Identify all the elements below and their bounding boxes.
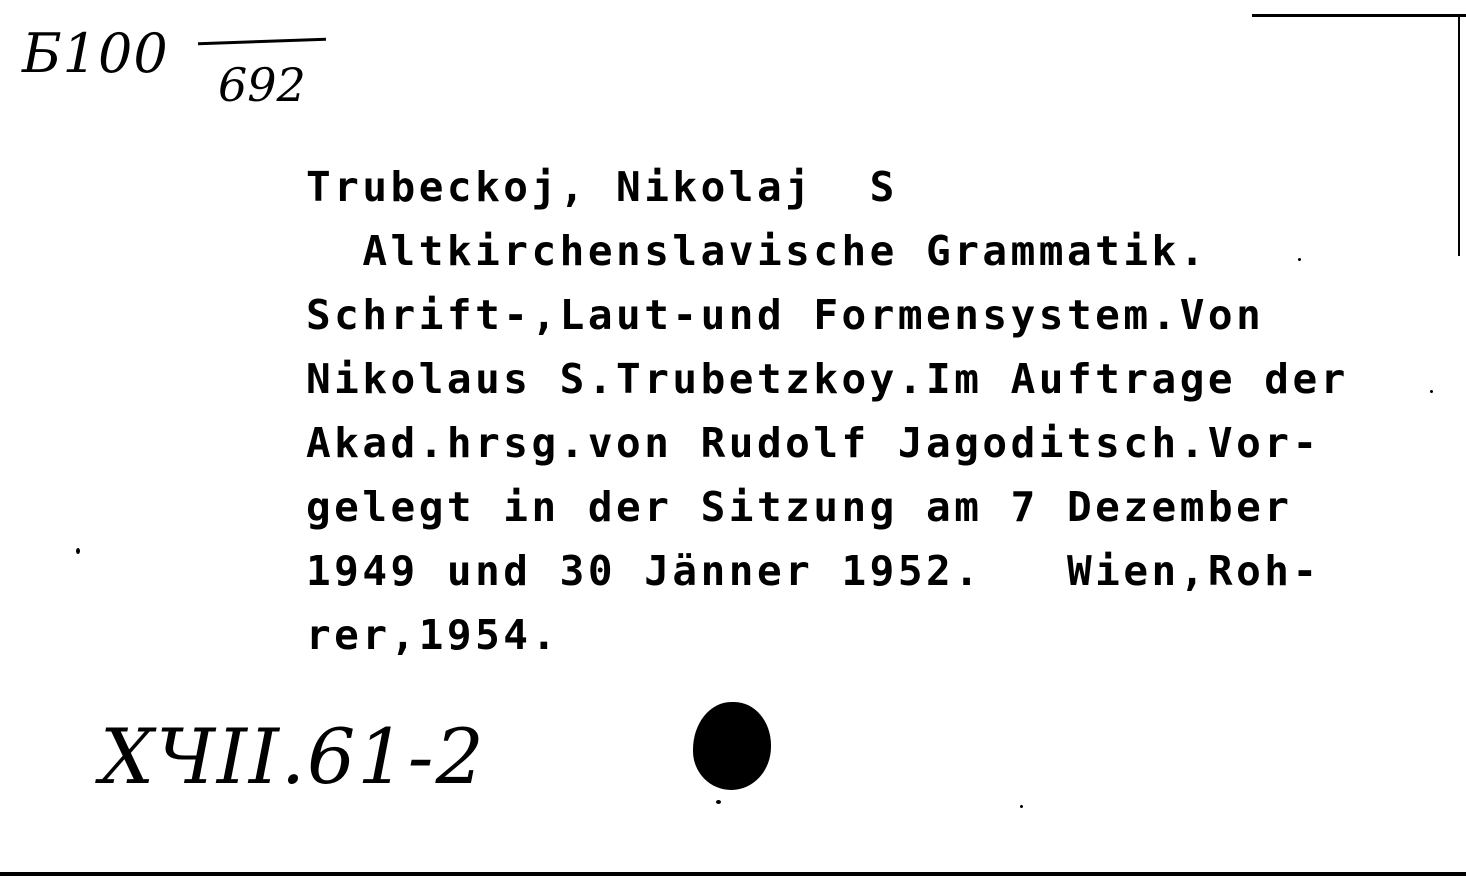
entry-line: Schrift-,Laut-und Formensystem.Von: [306, 291, 1265, 339]
card-bottom-edge: [0, 872, 1466, 876]
entry-line-title: Altkirchenslavische Grammatik.: [306, 227, 1208, 275]
entry-line-author: Trubeckoj, Nikolaj S: [306, 163, 898, 211]
entry-line: rer,1954.: [306, 611, 560, 659]
entry-line: 1949 und 30 Jänner 1952. Wien,Roh-: [306, 547, 1321, 595]
scan-speck: [716, 800, 721, 804]
card-top-edge: [1252, 14, 1466, 17]
shelf-mark: XЧII.61-2: [100, 712, 486, 801]
call-number-sub: 692: [218, 58, 306, 112]
call-number-fraction-bar: [198, 38, 326, 45]
scan-speck: [1020, 805, 1023, 808]
entry-line: gelegt in der Sitzung am 7 Dezember: [306, 483, 1293, 531]
scan-speck: [76, 548, 80, 554]
entry-line: Nikolaus S.Trubetzkoy.Im Auftrage der: [306, 355, 1349, 403]
scan-speck: [1430, 390, 1433, 393]
entry-line: Akad.hrsg.von Rudolf Jagoditsch.Vor-: [306, 419, 1321, 467]
call-number-main: Б100: [22, 22, 169, 85]
bibliographic-entry: [306, 155, 1426, 667]
punch-hole: [693, 702, 771, 790]
card-right-edge: [1458, 16, 1460, 256]
scan-speck: [1298, 258, 1301, 261]
